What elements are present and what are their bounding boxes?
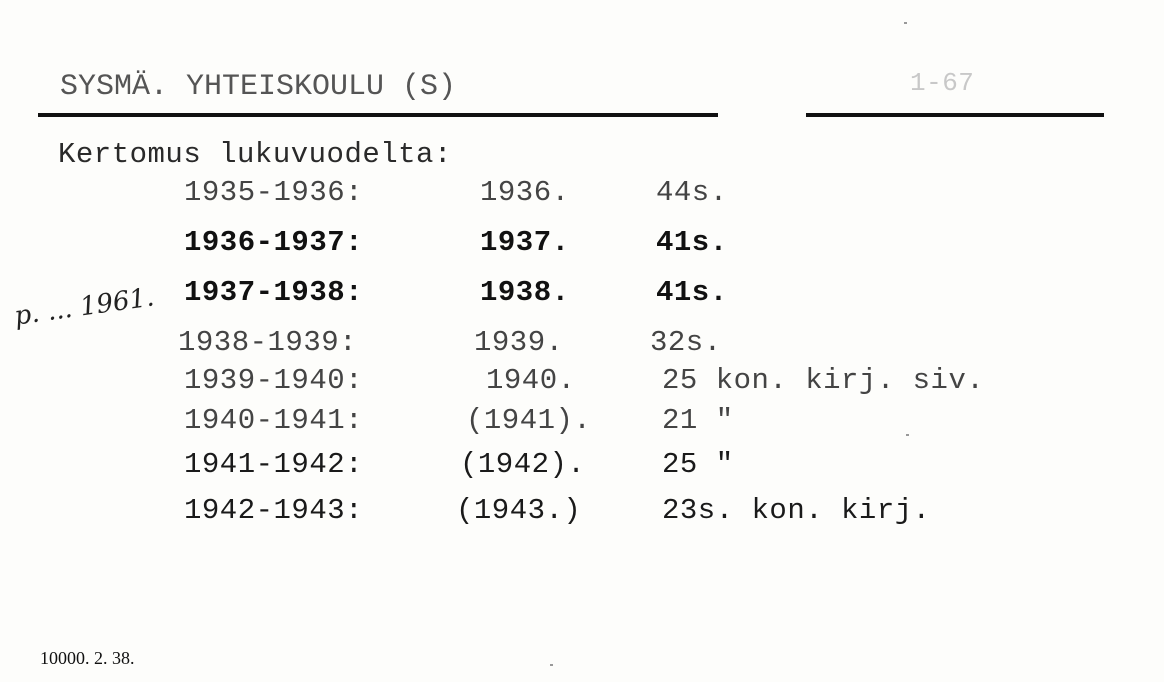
page-count: 23s. kon. kirj. xyxy=(662,494,931,527)
report-row xyxy=(0,448,1164,488)
page-count: 41s. xyxy=(656,226,728,259)
report-year: 1940. xyxy=(486,364,576,397)
report-row xyxy=(0,276,1164,316)
period: 1942-1943: xyxy=(184,494,364,527)
page-count: 21 " xyxy=(662,404,734,437)
period: 1935-1936: xyxy=(184,176,364,209)
period: 1940-1941: xyxy=(184,404,364,437)
period: 1938-1939: xyxy=(178,326,358,359)
period: 1937-1938: xyxy=(184,276,364,309)
card-title: SYSMÄ. YHTEISKOULU (S) xyxy=(60,70,457,104)
report-year: (1943.) xyxy=(456,494,582,527)
handwritten-note: p. ... 1961. xyxy=(12,282,157,332)
intro-line: Kertomus lukuvuodelta: xyxy=(58,138,452,171)
report-year: 1937. xyxy=(480,226,570,259)
paper-speck xyxy=(550,664,553,666)
print-code: 10000. 2. 38. xyxy=(40,648,135,668)
report-row xyxy=(0,364,1164,404)
period: 1936-1937: xyxy=(184,226,364,259)
code-underline xyxy=(806,113,1104,117)
page-count: 41s. xyxy=(656,276,728,309)
title-underline xyxy=(38,113,718,117)
page-count: 32s. xyxy=(650,326,722,359)
paper-speck xyxy=(906,434,909,436)
period: 1941-1942: xyxy=(184,448,364,481)
report-row xyxy=(0,404,1164,444)
report-year: 1939. xyxy=(474,326,564,359)
page-count: 44s. xyxy=(656,176,728,209)
report-row xyxy=(0,176,1164,216)
report-row xyxy=(0,326,1158,366)
report-row xyxy=(0,494,1164,534)
report-year: (1942). xyxy=(460,448,586,481)
period: 1939-1940: xyxy=(184,364,364,397)
paper-speck xyxy=(904,22,907,24)
card-code: 1-67 xyxy=(910,68,975,98)
report-row xyxy=(0,226,1164,266)
report-year: 1936. xyxy=(480,176,570,209)
page-count: 25 " xyxy=(662,448,734,481)
report-year: 1938. xyxy=(480,276,570,309)
report-year: (1941). xyxy=(466,404,592,437)
page-count: 25 kon. kirj. siv. xyxy=(662,364,985,397)
